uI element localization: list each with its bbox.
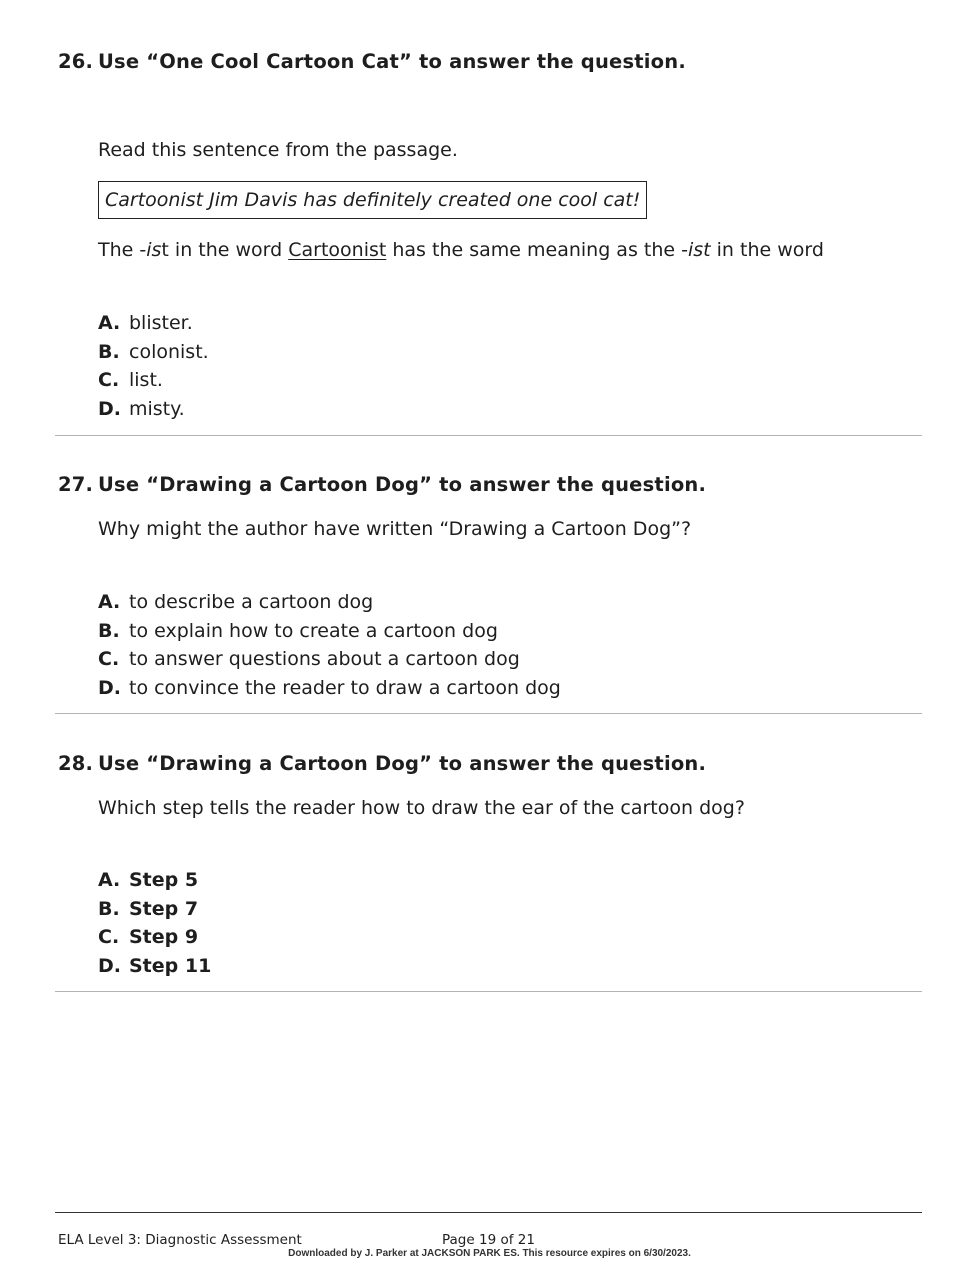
question-27-prompt: Why might the author have written “Drawing a Cartoon Dog”?: [98, 518, 692, 540]
quoted-sentence-box: Cartoonist Jim Davis has definitely created one cool cat!: [98, 181, 647, 219]
question-heading-text: Use “One Cool Cartoon Cat” to answer the question.: [98, 50, 686, 73]
answer-option-b[interactable]: B. Step 7: [98, 897, 199, 920]
question-heading-text: Use “Drawing a Cartoon Dog” to answer the question.: [98, 752, 707, 775]
answer-option-b[interactable]: B. to explain how to create a cartoon dog: [98, 619, 498, 642]
download-notice: Downloaded by J. Parker at JACKSON PARK ES. This resource expires on 6/30/2023.: [288, 1248, 691, 1259]
answer-option-d[interactable]: D. misty.: [98, 398, 185, 421]
question-27-options: [98, 588, 561, 703]
question-number: 28.: [58, 752, 94, 775]
question-26-stem: The -ist in the word Cartoonist has the same meaning as the -ist in the word: [98, 239, 824, 261]
answer-option-b[interactable]: B. colonist.: [98, 340, 209, 363]
answer-option-d[interactable]: D. to convince the reader to draw a cartoon dog: [98, 677, 561, 700]
answer-option-a[interactable]: A. to describe a cartoon dog: [98, 591, 374, 613]
divider: [55, 991, 922, 992]
question-26-heading: [58, 50, 686, 73]
footer-assessment-title: ELA Level 3: Diagnostic Assessment: [58, 1232, 302, 1248]
question-heading-text: Use “Drawing a Cartoon Dog” to answer the question.: [98, 473, 707, 496]
question-28-prompt: Which step tells the reader how to draw the ear of the cartoon dog?: [98, 797, 745, 819]
underlined-word: Cartoonist: [288, 239, 387, 261]
answer-option-c[interactable]: C. Step 9: [98, 926, 199, 949]
question-28-heading: [58, 752, 706, 775]
answer-option-c[interactable]: C. list.: [98, 369, 163, 392]
question-27-heading: [58, 473, 706, 496]
question-number: 27.: [58, 473, 94, 496]
question-28-options: [98, 866, 211, 981]
answer-option-d[interactable]: D. Step 11: [98, 955, 212, 978]
answer-option-a[interactable]: A. Step 5: [98, 869, 199, 891]
question-number: 26.: [58, 50, 94, 73]
divider: [55, 713, 922, 714]
divider: [55, 435, 922, 436]
question-26-options: [98, 309, 209, 424]
answer-option-c[interactable]: C. to answer questions about a cartoon dog: [98, 648, 520, 671]
footer-page-number: Page 19 of 21: [442, 1232, 535, 1248]
answer-option-a[interactable]: A. blister.: [98, 312, 193, 334]
footer-divider: [55, 1212, 922, 1213]
question-26-prompt: Read this sentence from the passage.: [98, 139, 458, 161]
